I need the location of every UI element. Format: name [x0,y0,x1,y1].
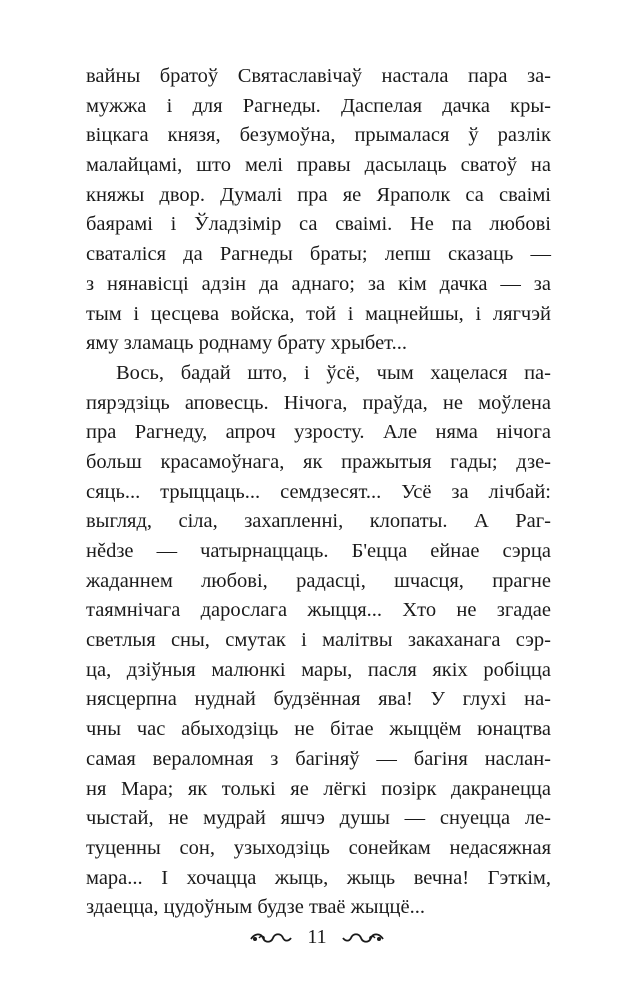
text-line: княжы двор. Думалі пра яе Яраполк са сваімі [86,183,551,206]
body-text [86,62,551,923]
text-line: тым і цесцева войска, той і мацнейшы, і лягчэй [86,302,551,325]
scroll-ornament-right-icon [341,931,385,945]
text-line: пярэдзіць аповесць. Нічога, праўда, не моўлена [86,391,551,414]
text-line: таямнічага дарослага жыцця... Хто не згадае [86,599,551,622]
text-line: здаецца, цудоўным будзе тваё жыццё... [86,896,426,919]
text-line: мара... І хочацца жыць, жыць вечна! Гэткім, [86,866,551,889]
text-line: жаданнем любові, радасці, шчасця, прагне [86,569,551,592]
scroll-ornament-left-icon [249,931,293,945]
text-line: туценны сон, узыходзіць сонейкам недасяжная [86,836,551,859]
text-line: самая вераломная з багіняў — багіня наслан- [86,747,551,770]
page-number: 11 [307,926,327,948]
text-line: больш красамоўнага, як пражытыя гады; дзе- [86,450,551,473]
text-line: выгляд, сіла, захапленні, клопаты. А Раг- [86,510,551,533]
text-line: мужжа і для Рагнеды. Даспелая дачка кры- [86,94,551,117]
text-line: чны час абыходзіць не бітае жыццём юнацтва [86,718,551,741]
text-line: ня Мара; як толькі яе лёгкі позірк дакранецца [86,777,551,800]
text-line: баярамі і Ўладзімір са сваімі. Не па любові [86,213,551,236]
text-line: віцкага князя, безумоўна, прымалася ў разлік [86,124,551,147]
text-line: з нянавісці адзін да аднаго; за кім дачка — за [86,272,551,295]
text-line: вайны братоў Святаславічаў настала пара за- [86,65,551,87]
text-line: светлыя сны, смутак і малітвы закаханага сэр- [86,629,551,652]
text-line: сваталіся да Рагнеды браты; лепш сказаць — [86,243,551,266]
text-line: сяць... трыццаць... семдзесят... Усё за лічбай: [86,480,551,503]
text-line: малайцамі, што мелі правы дасылаць сватоў на [86,154,551,177]
text-line: чыстай, не мудрай яшчэ душы — снуецца ле- [86,807,551,830]
page-footer [0,926,634,949]
text-line: яму зламаць роднаму брату хрыбет... [86,332,407,355]
text-line: Вось, бадай што, і ўсё, чым хацелася па- [116,361,551,384]
text-line: ца, дзіўныя малюнкі мары, пасля якіх робіцца [86,658,551,681]
text-line: пра Рагнеду, апроч узросту. Але няма нічога [86,421,551,444]
text-line: нědзе — чатырнаццаць. Б'ецца ейнае сэрца [86,540,551,562]
text-line: нясцерпна нуднай будзённая ява! У глухі на- [86,688,551,711]
